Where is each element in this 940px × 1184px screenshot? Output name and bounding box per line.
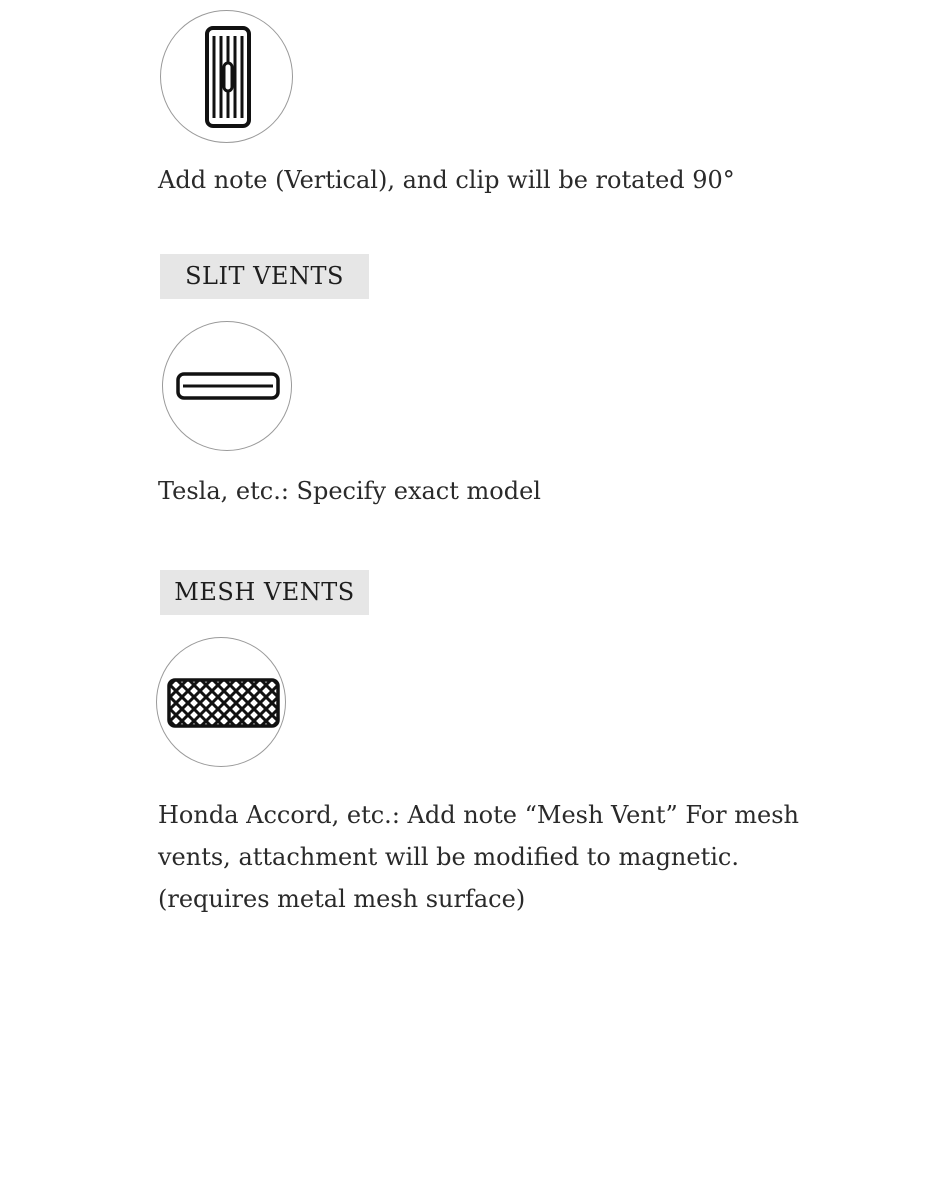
slit-vent-note: Tesla, etc.: Specify exact model: [158, 477, 541, 505]
slit-vents-heading: SLIT VENTS: [160, 254, 369, 299]
vertical-vent-note: Add note (Vertical), and clip will be rotated 90°: [158, 166, 735, 194]
mesh-vents-heading: MESH VENTS: [160, 570, 369, 615]
mesh-vent-note-line-1: Honda Accord, etc.: Add note “Mesh Vent” For mesh: [158, 801, 800, 829]
mesh-vent-circle: [156, 637, 286, 767]
vertical-vent-circle: [160, 10, 293, 143]
slit-vent-circle: [162, 321, 292, 451]
mesh-vent-icon: [157, 638, 287, 768]
mesh-vent-note-line-2: vents, attachment will be modified to magnetic.: [158, 843, 739, 871]
vertical-vent-icon: [161, 11, 294, 144]
slit-vent-icon: [163, 322, 293, 452]
mesh-vent-note-line-3: (requires metal mesh surface): [158, 885, 526, 913]
